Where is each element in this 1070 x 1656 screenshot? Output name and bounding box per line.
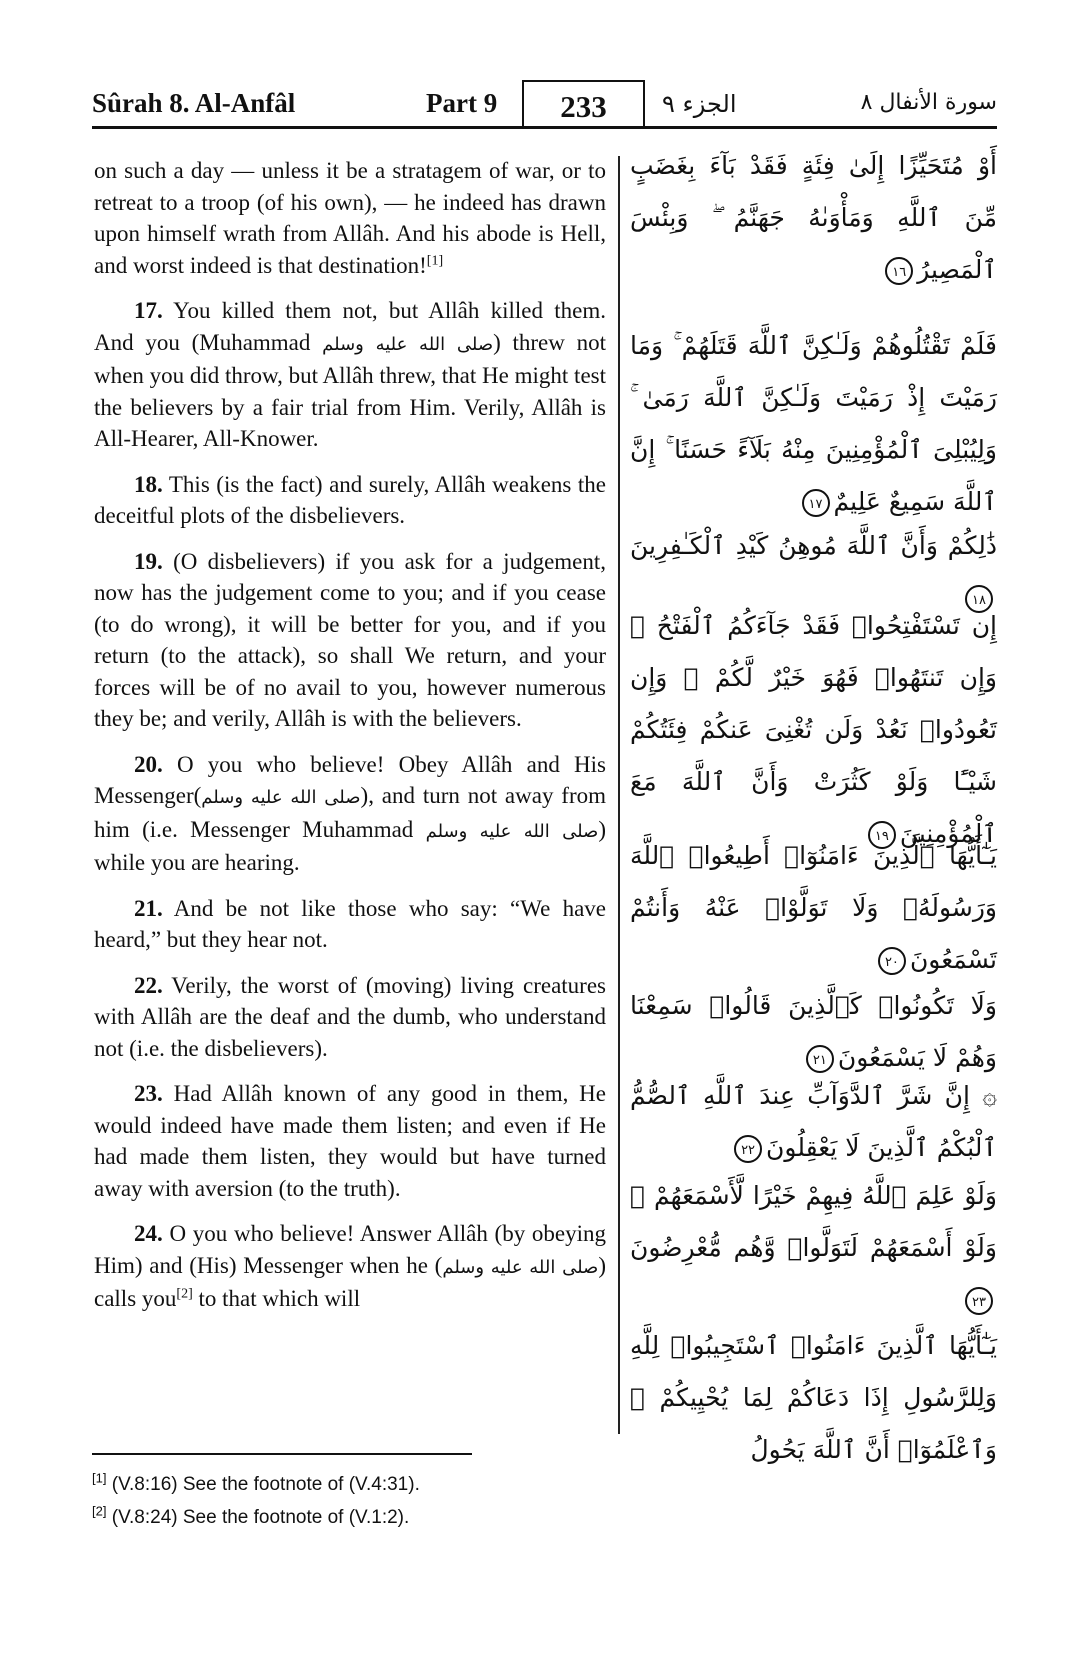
arabic-verse-text: وَلَوْ عَلِمَ ٱللَّهُ فِيهِمْ خَيْرًا لَّأَسْمَعَهُمْ ۖ وَلَوْ أَسْمَعَهُمْ لَتَوَلَّوا۟ وَّهُم مُّعْرِضُونَ (630, 1181, 997, 1262)
arabic-verse-text: ذَٰلِكُمْ وَأَنَّ ٱللَّهَ مُوهِنُ كَيْدِ ٱلْكَـٰفِرِينَ (630, 531, 997, 560)
ayah-end-marker: ٢٣ (965, 1287, 993, 1315)
english-translation-column (94, 155, 606, 1329)
verse-text: ) while you are hearing. (94, 816, 606, 875)
footnote-text: (V.8:16) See the footnote of (V.4:31). (111, 1474, 420, 1495)
footnote-text: (V.8:24) See the footnote of (V.1:2). (111, 1507, 410, 1528)
verse-text: And be not like those who say: “We have heard,” but they hear not. (94, 895, 606, 952)
arabic-verse-text: أَوْ مُتَحَيِّزًا إِلَىٰ فِئَةٍ فَقَدْ بَآءَ بِغَضَبٍ مِّنَ ٱللَّهِ وَمَأْوَىٰهُ جَهَنَّمُ ۖ وَبِئْسَ ٱلْمَصِيرُ (630, 151, 997, 284)
ayah-end-marker: ٢١ (806, 1045, 834, 1073)
verse-number: 20. (134, 751, 163, 777)
ayah-end-marker: ٢٢ (734, 1135, 762, 1163)
verse-16-continuation (94, 155, 606, 281)
header-rule (92, 126, 997, 129)
salutation: صلى الله عليه وسلم (322, 333, 494, 355)
ayah-end-marker: ١٧ (802, 489, 830, 517)
verse-text: ) threw not when you did throw, but Allâh threw, that He might test the believers by a fair trial from Him. Verily, Allâh is All-Hearer, All-Knower. (94, 329, 607, 451)
footnote-2 (92, 1501, 592, 1534)
verse-text: (O disbelievers) if you ask for a judgement, now has the judgement come to you; and if you cease (to do wrong), it will be better for you, and if you return (to the attack), so shall We return, and your forces will be of no avail to you, however numerous they be; and verily, Allâh is with the believers. (94, 548, 607, 731)
verse-number: 17. (134, 298, 163, 323)
arabic-verse-21 (630, 980, 997, 1084)
verse-20 (94, 749, 606, 879)
page-number: 233 (522, 80, 645, 126)
verse-number: 18. (134, 471, 163, 497)
arabic-verse-19 (630, 600, 997, 860)
verse-number: 22. (134, 972, 163, 998)
footnote-1 (92, 1468, 592, 1501)
verse-number: 19. (134, 548, 163, 574)
arabic-verse-text: يَـٰٓأَيُّهَا ٱلَّذِينَ ءَامَنُوا۟ ٱسْتَجِيبُوا۟ لِلَّهِ وَلِلرَّسُولِ إِذَا دَعَاكُمْ لِمَا يُحْيِيكُمْ ۖ وَٱعْلَمُوٓا۟ أَنَّ ٱللَّهَ يَحُولُ (630, 1331, 997, 1464)
ayah-end-marker: ١٩ (868, 821, 896, 849)
verse-text: on such a day — unless it be a stratagem of war, or to retreat to a troop (of his own), — he indeed has drawn upon himself wrath from Allâh. And his abode is Hell, and worst indeed is that destination! (94, 158, 606, 278)
juz-arabic-label: الجزء ٩ (662, 90, 737, 118)
verse-number: 24. (134, 1221, 163, 1246)
footnote-ref-1: [1] (426, 252, 444, 268)
surah-arabic-title: سورة الأنفال ٨ (860, 90, 997, 115)
arabic-verse-17 (630, 320, 997, 528)
salutation: صلى الله عليه وسلم (425, 820, 599, 842)
ayah-end-marker: ٢٠ (878, 947, 906, 975)
verse-text: O you who believe! Obey Allâh and His Messenger( (94, 751, 607, 808)
ayah-end-marker: ١٦ (885, 257, 913, 285)
verse-text: This (is the fact) and surely, Allâh weakens the deceitful plots of the disbelievers. (94, 471, 606, 528)
arabic-verse-24 (630, 1320, 997, 1476)
verse-number: 21. (134, 895, 163, 921)
page-header (92, 80, 997, 128)
ayah-end-marker: ١٨ (965, 585, 993, 613)
arabic-verse-text: إِن تَسْتَفْتِحُوا۟ فَقَدْ جَآءَكُمُ ٱلْفَتْحُ ۖ وَإِن تَنتَهُوا۟ فَهُوَ خَيْرٌ لَّكُمْ ۖ وَإِن تَعُودُوا۟ نَعُدْ وَلَن تُغْنِىَ عَنكُمْ فِئَتُكُمْ شَيْـًٔا وَلَوْ كَثُرَتْ وَأَنَّ ٱللَّهَ مَعَ ٱلْمُؤْمِنِينَ (630, 611, 997, 848)
salutation: صلى الله عليه وسلم (201, 787, 361, 808)
arabic-verse-text: يَـٰٓأَيُّهَا ٱلَّذِينَ ءَامَنُوٓا۟ أَطِيعُوا۟ ٱللَّهَ وَرَسُولَهُۥ وَلَا تَوَلَّوْا۟ عَنْهُ وَأَنتُمْ تَسْمَعُونَ (630, 841, 997, 974)
verse-24 (94, 1218, 606, 1315)
verse-text: Had Allâh known of any good in them, He would indeed have made them listen; and even if He had made them listen, they would but have turned away with aversion (to the truth). (94, 1081, 607, 1201)
arabic-verse-text: وَلَا تَكُونُوا۟ كَٱلَّذِينَ قَالُوا۟ سَمِعْنَا وَهُمْ لَا يَسْمَعُونَ (630, 991, 997, 1072)
arabic-verse-22 (630, 1070, 997, 1174)
verse-number: 23. (134, 1081, 163, 1106)
verse-text: ) calls you (94, 1252, 607, 1311)
verse-19 (94, 546, 606, 735)
column-divider (618, 156, 620, 1434)
footnote-mark: [2] (92, 1503, 107, 1519)
verse-23 (94, 1078, 606, 1204)
footnote-mark: [1] (92, 1470, 107, 1486)
verse-21 (94, 893, 606, 956)
surah-title: Sûrah 8. Al-Anfâl (92, 88, 296, 118)
verse-17 (94, 295, 606, 455)
verse-text: Verily, the worst of (moving) living creatures with Allâh are the deaf and the dumb, who understand not (i.e. the disbelievers). (94, 972, 606, 1061)
arabic-verse-16 (630, 140, 997, 296)
verse-22 (94, 970, 606, 1065)
verse-text: ), and turn not away from him (i.e. Messenger Muhammad (94, 783, 606, 842)
part-label: Part 9 (426, 88, 498, 118)
arabic-verse-20 (630, 830, 997, 986)
footnotes (92, 1468, 592, 1534)
verse-18 (94, 469, 606, 532)
arabic-verse-text: ۞ إِنَّ شَرَّ ٱلدَّوَآبِّ عِندَ ٱللَّهِ ٱلصُّمُّ ٱلْبُكْمُ ٱلَّذِينَ لَا يَعْقِلُونَ (630, 1081, 997, 1162)
arabic-verse-23 (630, 1170, 997, 1326)
salutation: صلى الله عليه وسلم (442, 1256, 599, 1278)
verse-text: O you who believe! Answer Allâh (by obeying Him) and (His) Messenger when he ( (94, 1221, 606, 1278)
verse-text: to that which will (192, 1286, 361, 1311)
footnote-rule (92, 1453, 472, 1455)
arabic-verse-text: فَلَمْ تَقْتُلُوهُمْ وَلَـٰكِنَّ ٱللَّهَ قَتَلَهُمْ ۚ وَمَا رَمَيْتَ إِذْ رَمَيْتَ وَلَـٰكِنَّ ٱللَّهَ رَمَىٰ ۚ وَلِيُبْلِىَ ٱلْمُؤْمِنِينَ مِنْهُ بَلَآءً حَسَنًا ۚ إِنَّ ٱللَّهَ سَمِيعٌ عَلِيمٌ (630, 331, 997, 516)
footnote-ref-2: [2] (176, 1286, 193, 1302)
verse-text: You killed them not, but Allâh killed them. And you (Muhammad (94, 298, 606, 355)
